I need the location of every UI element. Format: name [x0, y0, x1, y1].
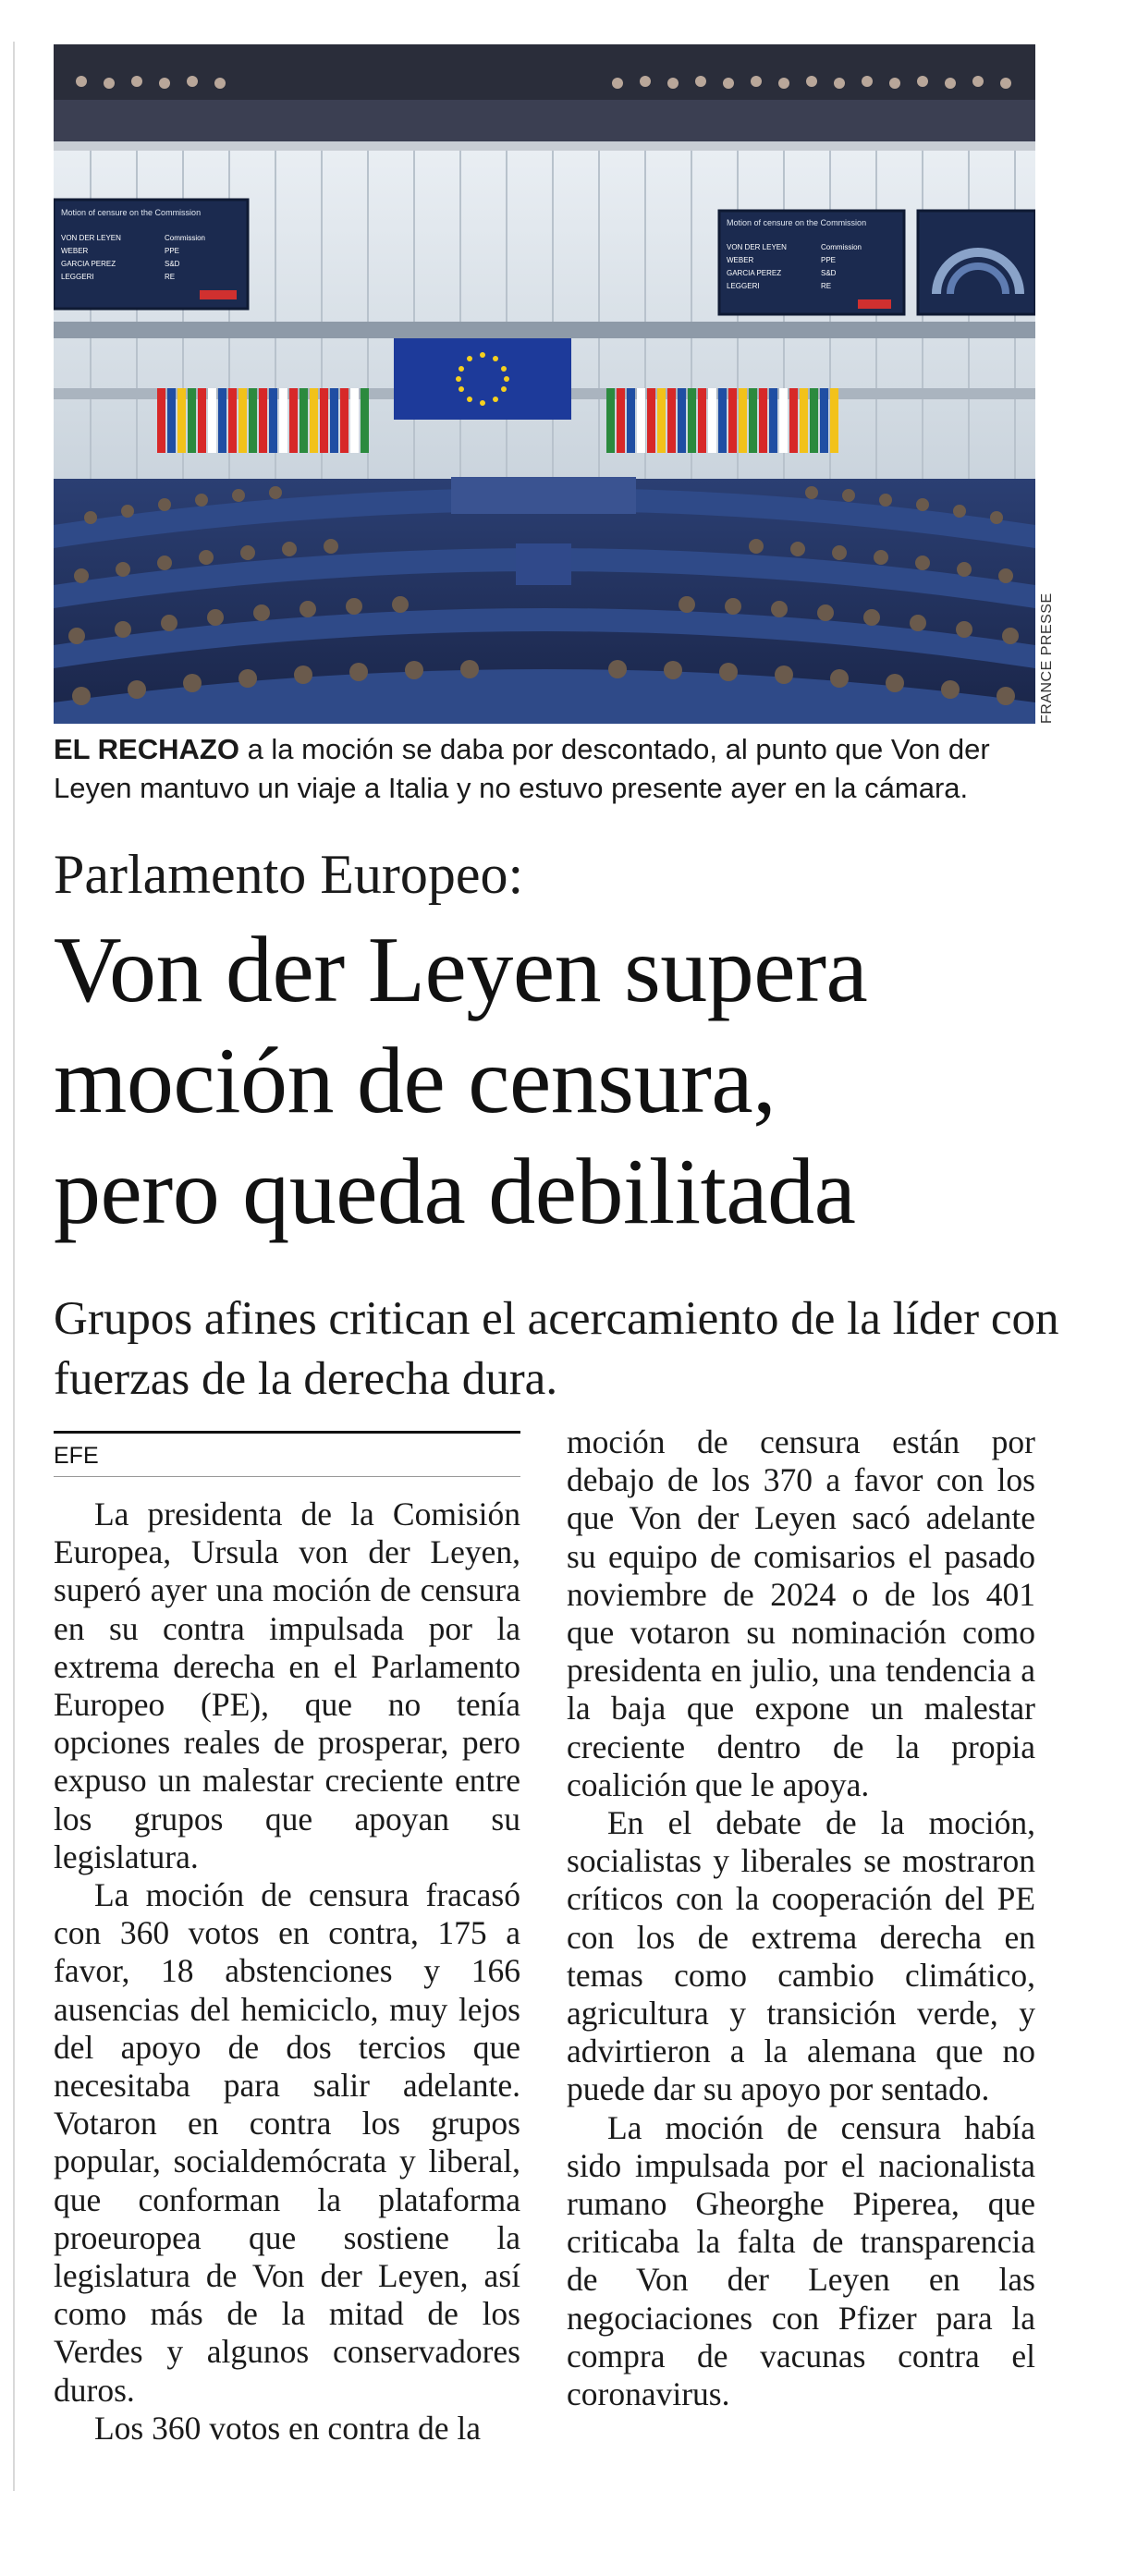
body-paragraph: La moción de censura fracasó con 360 votos en contra, 175 a favor, 18 abstenciones y 166 ausencias del hemiciclo, muy lejos del apoyo de dos tercios que necesitaba para salir adelante. Votaron en contra los grupos popular, socialdemócrata y liberal, que conforman la plataforma proeuropea que sostiene la legislatura de Von der Leyen, así como más de la mitad de los Verdes y algunos conservadores duros.	[54, 1876, 520, 2409]
parliament-photo	[54, 44, 1035, 724]
body-paragraph: La moción de censura había sido impulsada por el nacionalista rumano Gheorghe Piperea, que criticaba la falta de transparencia de Von der Leyen en las negociaciones con Pfizer para la compra de vacunas contra el coronavirus.	[567, 2108, 1035, 2413]
body-column-right	[567, 1423, 1035, 2413]
byline-divider	[54, 1476, 520, 1477]
svg-text:S&D: S&D	[165, 260, 180, 268]
headline-line-2: moción de censura,	[54, 1029, 776, 1133]
svg-text:RE: RE	[165, 273, 176, 281]
body-paragraph: En el debate de la moción, socialistas y liberales se mostraron críticos con la cooperación del PE con los de extrema derecha en temas como cambio climático, agricultura y transición verde, y advirtieron a la alemana que no puede dar su apoyo por sentado.	[567, 1804, 1035, 2108]
svg-text:LEGGERI: LEGGERI	[61, 273, 94, 281]
photo-caption	[54, 730, 1052, 808]
caption-lead: EL RECHAZO	[54, 733, 239, 765]
svg-text:PPE: PPE	[821, 256, 837, 264]
vote-screen-right	[719, 211, 904, 314]
photo-credit: FRANCE PRESSE	[1039, 592, 1055, 724]
byline-rule	[54, 1431, 520, 1434]
svg-text:WEBER: WEBER	[727, 256, 754, 264]
national-flags-right	[606, 388, 838, 453]
svg-text:GARCIA PEREZ: GARCIA PEREZ	[727, 269, 782, 277]
svg-text:RE: RE	[821, 282, 832, 290]
svg-text:LEGGERI: LEGGERI	[727, 282, 760, 290]
body-paragraph: moción de censura están por debajo de los 370 a favor con los que Von der Leyen sacó adelante su equipo de comisarios el pasado noviembre de 2024 o de los 401 que votaron su nominación como presidenta en julio, una tendencia a la baja que expone un malestar creciente dentro de la propia coalición que le apoya.	[567, 1423, 1035, 1803]
svg-text:GARCIA PEREZ: GARCIA PEREZ	[61, 260, 116, 268]
svg-text:Commission: Commission	[821, 243, 862, 251]
eu-flag	[394, 338, 571, 420]
headline-line-3: pero queda debilitada	[54, 1140, 856, 1244]
svg-text:VON DER LEYEN: VON DER LEYEN	[61, 234, 121, 242]
svg-text:Motion of censure on the Commi: Motion of censure on the Commission	[727, 218, 867, 227]
headline-line-1: Von der Leyen supera	[54, 918, 868, 1022]
svg-text:PPE: PPE	[165, 247, 180, 255]
svg-text:WEBER: WEBER	[61, 247, 89, 255]
national-flags-left	[157, 388, 369, 453]
byline: EFE	[54, 1443, 99, 1469]
kicker: Parlamento Europeo:	[54, 844, 524, 905]
svg-text:Commission: Commission	[165, 234, 206, 242]
body-paragraph: Los 360 votos en contra de la	[94, 2409, 482, 2447]
svg-text:VON DER LEYEN: VON DER LEYEN	[727, 243, 787, 251]
svg-text:S&D: S&D	[821, 269, 837, 277]
parliament-hemicycle-illustration	[54, 44, 1035, 724]
subheadline: Grupos afines critican el acercamiento de la líder con fuerzas de la derecha dura.	[54, 1293, 1059, 1405]
headline	[54, 915, 1089, 1248]
caption-text: a la moción se daba por descontado, al punto que Von der Leyen mantuvo un viaje a Italia y no estuvo presente ayer en la cámara.	[54, 733, 990, 804]
body-paragraph: La presidenta de la Comisión Europea, Ursula von der Leyen, superó ayer una moción de censura en su contra impulsada por la extrema derecha en el Parlamento Europeo (PE), que no tenía opciones reales de prosperar, pero expuso un malestar creciente entre los grupos que apoyan su legislatura.	[54, 1496, 520, 1875]
margin-rule	[13, 42, 15, 2491]
body-column-left	[54, 1496, 520, 2448]
svg-text:Motion of censure on the Commi: Motion of censure on the Commission	[61, 208, 202, 217]
vote-screen-left	[54, 200, 248, 309]
